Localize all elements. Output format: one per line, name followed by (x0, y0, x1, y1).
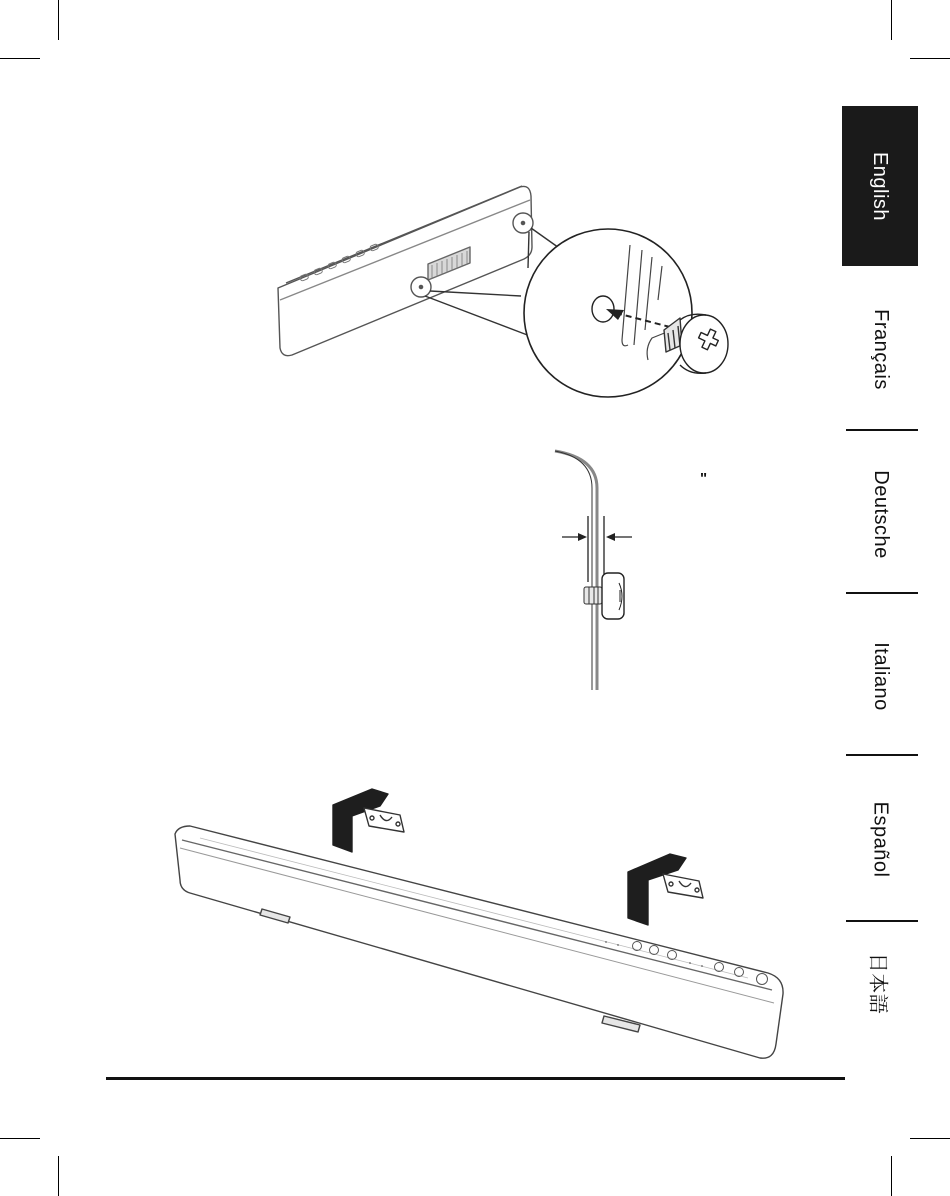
tab-japanese-label: 日本語 (866, 952, 889, 1014)
tab-separator (846, 592, 918, 594)
tab-separator (846, 920, 918, 922)
tab-italiano-label: Italiano (869, 641, 892, 711)
tab-japanese[interactable] (842, 924, 918, 1042)
soundbar-bracket-figure (175, 789, 783, 1058)
tab-espanol-label: Español (869, 801, 892, 877)
screw-gap-figure (555, 451, 632, 690)
tab-english-label: English (869, 151, 892, 221)
tab-english[interactable] (842, 106, 918, 266)
tab-francais-label: Français (869, 309, 892, 390)
tab-italiano[interactable] (842, 596, 918, 756)
tab-espanol[interactable] (842, 759, 918, 919)
tab-separator (846, 754, 918, 756)
footer-rule (106, 1077, 845, 1080)
tab-deutsche[interactable] (842, 434, 918, 594)
tab-francais[interactable] (842, 272, 918, 427)
tab-deutsche-label: Deutsche (869, 469, 892, 559)
soundbar-rear-figure (278, 186, 728, 397)
tab-separator (846, 429, 918, 431)
stray-quote-mark: " (700, 470, 708, 487)
language-tab-strip (842, 104, 918, 1044)
